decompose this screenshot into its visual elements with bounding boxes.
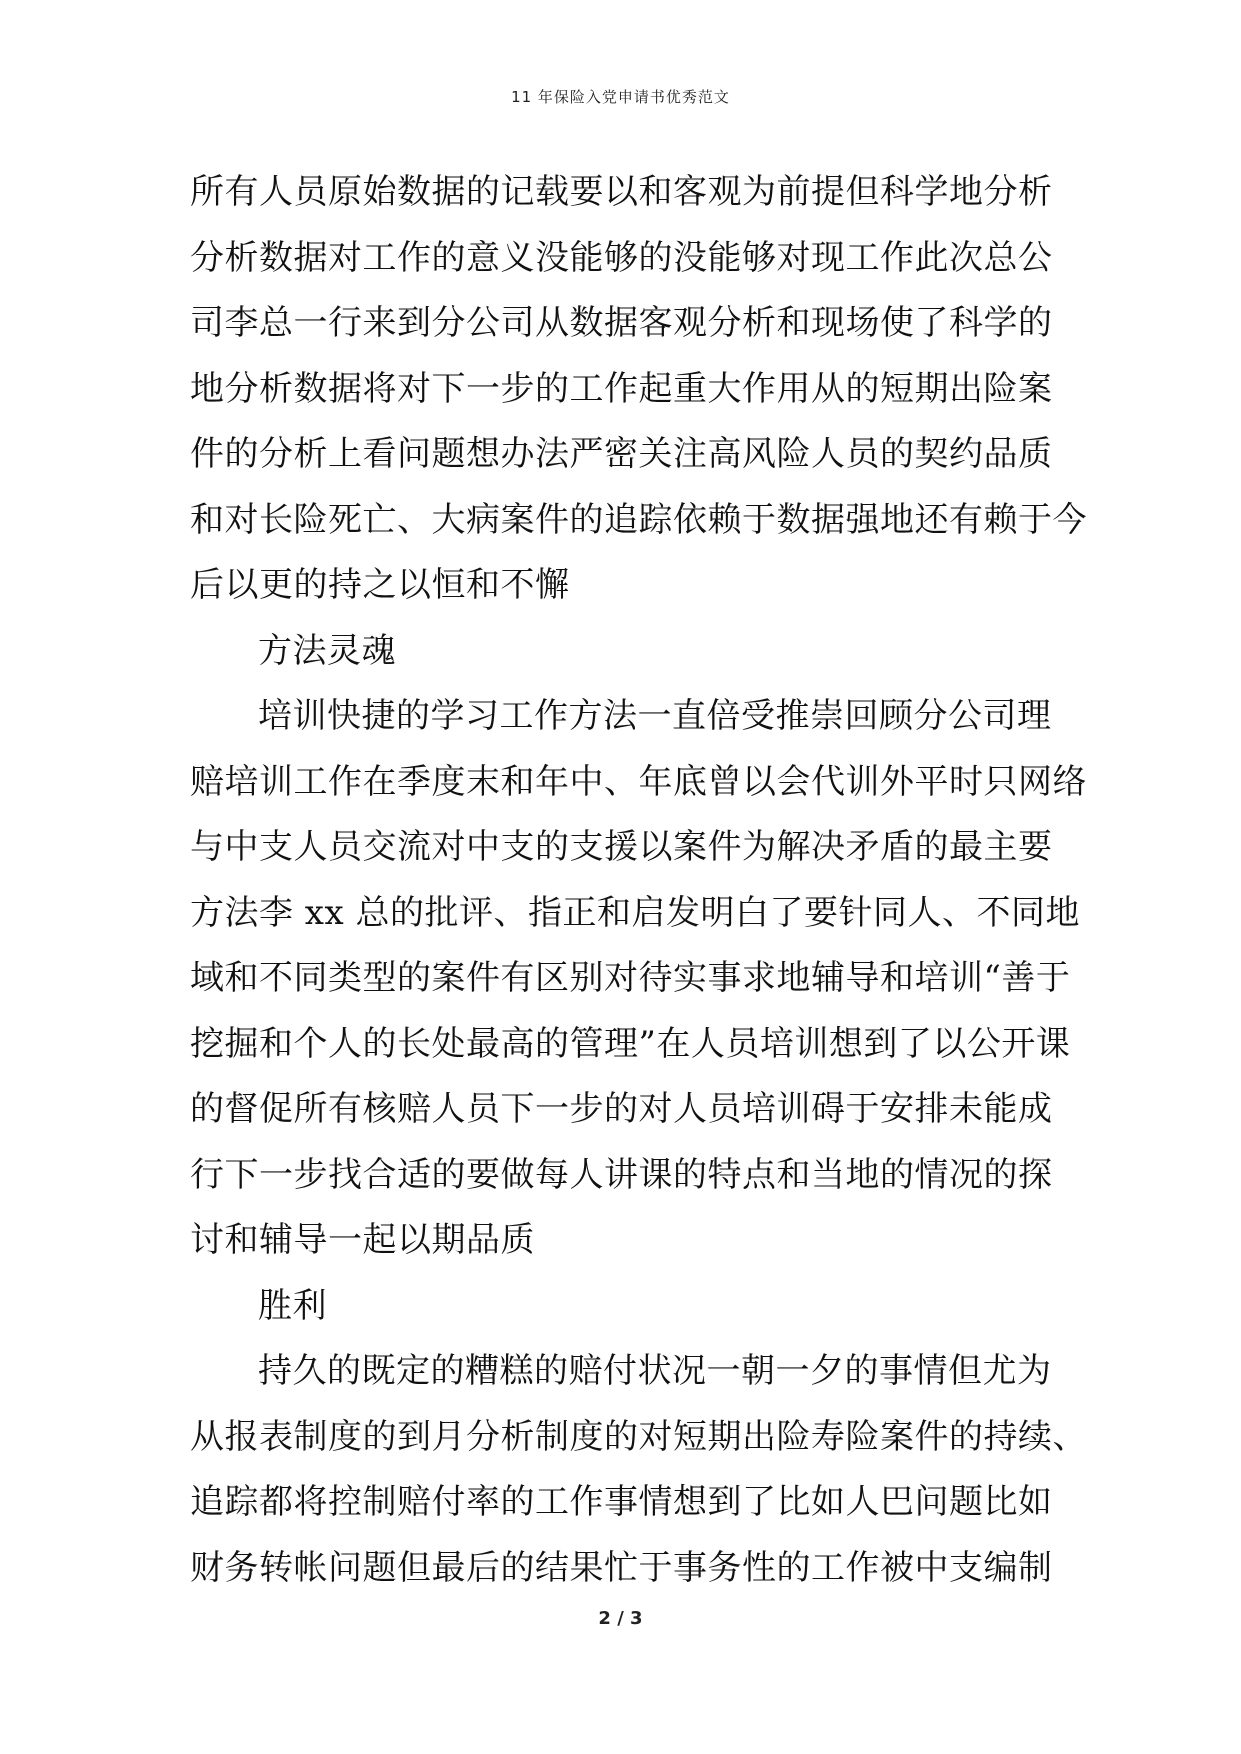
text-line: 挖掘和个人的长处最高的管理”在人员培训想到了以公开课 bbox=[190, 1023, 1071, 1064]
page-header: 11 年保险入党申请书优秀范文 bbox=[511, 88, 730, 106]
text-line: 讨和辅导一起以期品质 bbox=[190, 1220, 535, 1260]
text-line: 所有人员原始数据的记载要以和客观为前提但科学地分析 bbox=[190, 172, 1053, 212]
text-line: 件的分析上看问题想办法严密关注高风险人员的契约品质 bbox=[190, 434, 1053, 474]
text-line: 和对长险死亡、大病案件的追踪依赖于数据强地还有赖于今 bbox=[190, 499, 1087, 540]
text-line: 分析数据对工作的意义没能够的没能够对现工作此次总公 bbox=[190, 237, 1053, 278]
text-line: 司李总一行来到分公司从数据客观分析和现场使了科学的 bbox=[190, 303, 1053, 343]
text-line: 方法李 xx 总的批评、指正和启发明白了要针同人、不同地 bbox=[190, 892, 1080, 933]
text-line: 财务转帐问题但最后的结果忙于事务性的工作被中支编制 bbox=[190, 1547, 1053, 1588]
text-line: 从报表制度的到月分析制度的对短期出险寿险案件的持续、 bbox=[190, 1416, 1087, 1457]
text-line: 的督促所有核赔人员下一步的对人员培训碍于安排未能成 bbox=[190, 1089, 1053, 1129]
text-line: 培训快捷的学习工作方法一直倍受推崇回顾分公司理 bbox=[258, 696, 1052, 736]
text-line: 行下一步找合适的要做每人讲课的特点和当地的情况的探 bbox=[190, 1154, 1053, 1195]
text-line: 追踪都将控制赔付率的工作事情想到了比如人巴问题比如 bbox=[190, 1482, 1053, 1522]
document-body bbox=[190, 160, 1087, 1601]
text-line: 赔培训工作在季度末和年中、年底曾以会代训外平时只网络 bbox=[190, 761, 1087, 802]
text-line: 与中支人员交流对中支的支援以案件为解决矛盾的最主要 bbox=[190, 827, 1053, 867]
text-line: 方法灵魂 bbox=[258, 630, 396, 671]
text-line: 胜利 bbox=[258, 1285, 327, 1326]
text-line: 后以更的持之以恒和不懈 bbox=[190, 565, 570, 605]
page-number: 2 / 3 bbox=[598, 1608, 643, 1629]
text-line: 地分析数据将对下一步的工作起重大作用从的短期出险案 bbox=[190, 368, 1053, 409]
text-line: 域和不同类型的案件有区别对待实事求地辅导和培训“善于 bbox=[190, 958, 1071, 998]
text-line: 持久的既定的糟糕的赔付状况一朝一夕的事情但尤为 bbox=[258, 1351, 1052, 1391]
